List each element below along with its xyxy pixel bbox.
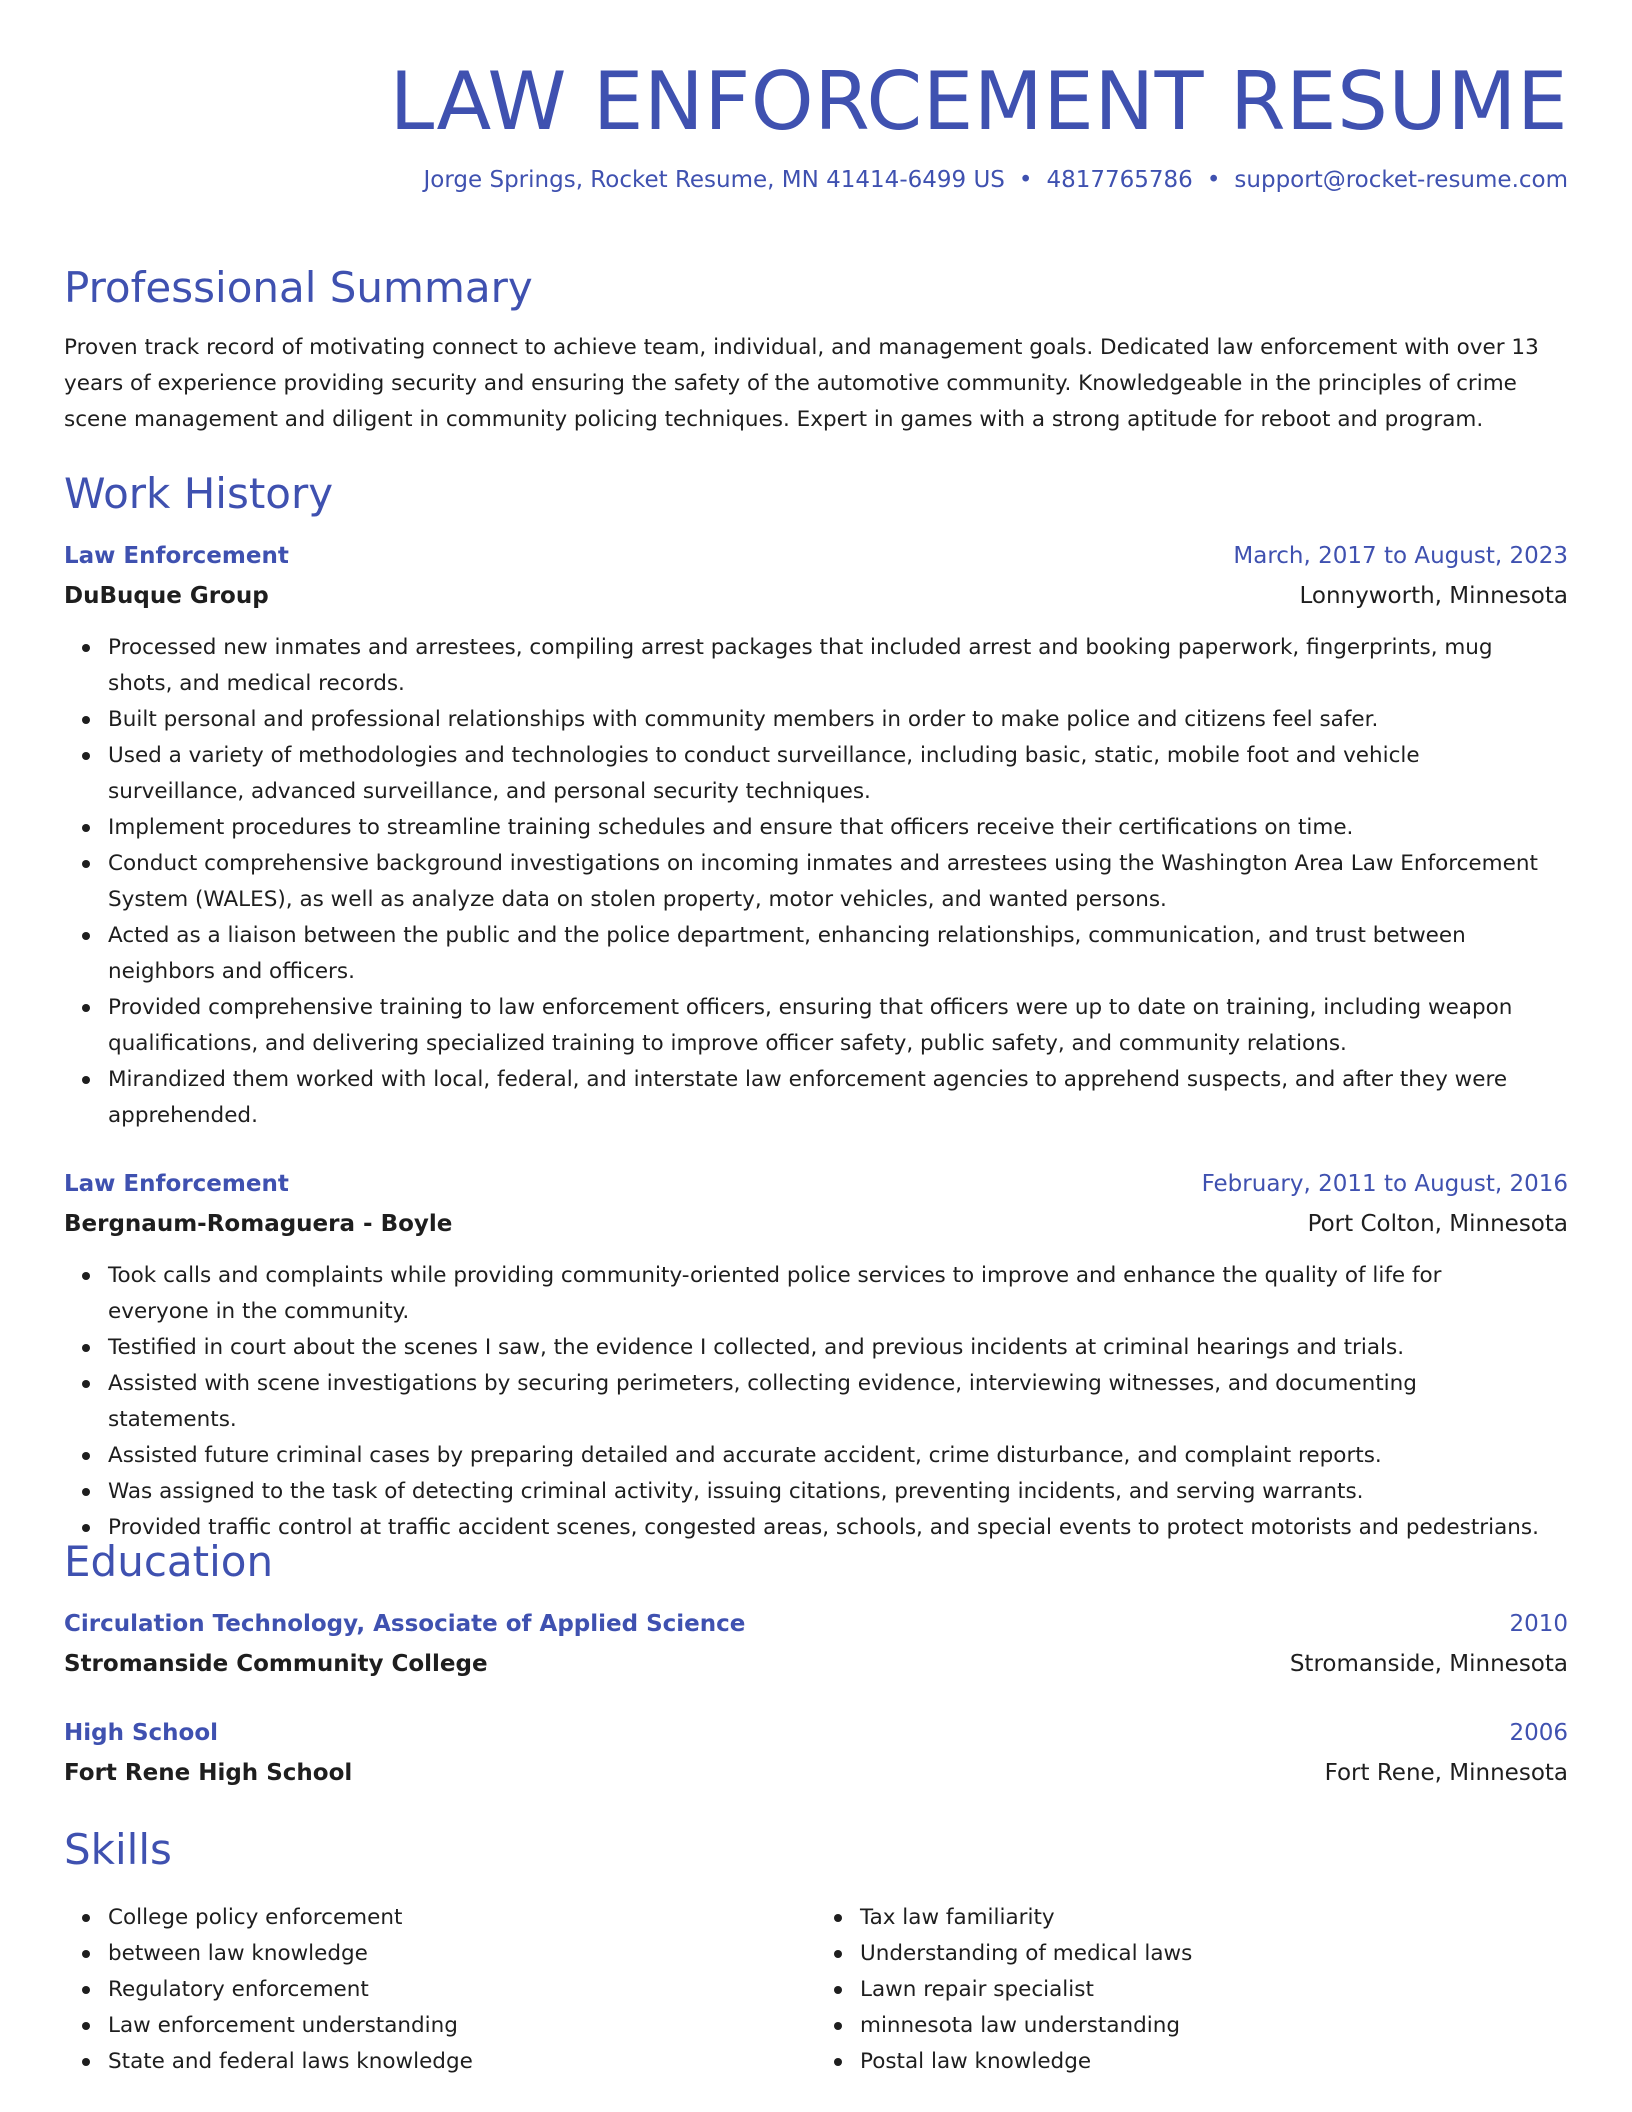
- skills-column-right: [816, 1900, 1568, 2080]
- contact-phone: 4817765786: [1046, 167, 1193, 193]
- education-location: Fort Rene, Minnesota: [1324, 1760, 1568, 1786]
- job-bullet: Used a variety of methodologies and technologies to conduct surveillance, including basic, static, mobile foot and vehicle surveillance, advanced surveillance, and personal security techniques.: [108, 738, 1568, 810]
- education-school: Fort Rene High School: [64, 1760, 353, 1786]
- skill-item: minnesota law understanding: [860, 2008, 1568, 2044]
- skill-item: Lawn repair specialist: [860, 1972, 1568, 2008]
- job-bullet: Provided traffic control at traffic accident scenes, congested areas, schools, and special events to protect motorists and pedestrians.: [108, 1510, 1568, 1546]
- skill-item: between law knowledge: [108, 1936, 816, 1972]
- contact-separator: •: [1018, 167, 1033, 193]
- job-bullet: Provided comprehensive training to law enforcement officers, ensuring that officers were up to date on training, including weapon qualifications, and delivering specialized training to improve officer safety, public safety, and community relations.: [108, 990, 1568, 1062]
- job-bullet: Acted as a liaison between the public and the police department, enhancing relationships, communication, and trust between neighbors and officers.: [108, 918, 1568, 990]
- job-bullet: Assisted future criminal cases by preparing detailed and accurate accident, crime disturbance, and complaint reports.: [108, 1438, 1568, 1474]
- contact-line: [424, 162, 1568, 198]
- job-bullet: Was assigned to the task of detecting criminal activity, issuing citations, preventing incidents, and serving warrants.: [108, 1474, 1568, 1510]
- job-bullets: [64, 1258, 1568, 1546]
- skill-item: Postal law knowledge: [860, 2044, 1568, 2080]
- skills-column-left: [64, 1900, 816, 2080]
- education-year: 2010: [1509, 1611, 1568, 1637]
- job-bullet: Assisted with scene investigations by securing perimeters, collecting evidence, interviewing witnesses, and documenting statements.: [108, 1366, 1568, 1438]
- education-location: Stromanside, Minnesota: [1289, 1651, 1568, 1677]
- education-entry: [64, 1604, 1568, 1684]
- skill-item: Tax law familiarity: [860, 1900, 1568, 1936]
- education-degree: High School: [64, 1720, 219, 1746]
- job-bullets: [64, 630, 1568, 1134]
- job-bullet: Testified in court about the scenes I saw, the evidence I collected, and previous incidents at criminal hearings and trials.: [108, 1330, 1568, 1366]
- skill-item: Law enforcement understanding: [108, 2008, 816, 2044]
- contact-separator: •: [1206, 167, 1221, 193]
- skill-item: College policy enforcement: [108, 1900, 816, 1936]
- section-heading-skills: Skills: [64, 1825, 172, 1874]
- job-entry: [64, 1164, 1568, 1546]
- job-dates: February, 2011 to August, 2016: [1201, 1171, 1568, 1197]
- resume-title: LAW ENFORCEMENT RESUME: [389, 55, 1568, 148]
- education-entry: [64, 1713, 1568, 1793]
- contact-email[interactable]: support@rocket-resume.com: [1234, 167, 1568, 193]
- section-heading-education: Education: [64, 1537, 274, 1586]
- job-bullet: Built personal and professional relationships with community members in order to make police and citizens feel safer.: [108, 702, 1568, 738]
- skills-list: [64, 1900, 1568, 2080]
- job-bullet: Processed new inmates and arrestees, compiling arrest packages that included arrest and booking paperwork, fingerprints, mug shots, and medical records.: [108, 630, 1568, 702]
- education-school: Stromanside Community College: [64, 1651, 488, 1677]
- job-location: Lonnyworth, Minnesota: [1299, 583, 1568, 609]
- job-entry: [64, 536, 1568, 1134]
- job-title: Law Enforcement: [64, 1171, 289, 1197]
- education-degree: Circulation Technology, Associate of Applied Science: [64, 1611, 746, 1637]
- summary-text: Proven track record of motivating connect to achieve team, individual, and management goals. Dedicated law enforcement with over 13 years of experience providing security and ensuring the safety of the automotive community. Knowledgeable in the principles of crime scene management and diligent in community policing techniques. Expert in games with a strong aptitude for reboot and program.: [64, 335, 1539, 432]
- job-bullet: Took calls and complaints while providing community-oriented police services to improve and enhance the quality of life for everyone in the community.: [108, 1258, 1568, 1330]
- education-year: 2006: [1509, 1720, 1568, 1746]
- skill-item: Understanding of medical laws: [860, 1936, 1568, 1972]
- job-location: Port Colton, Minnesota: [1307, 1211, 1568, 1237]
- skill-item: State and federal laws knowledge: [108, 2044, 816, 2080]
- section-heading-summary: Professional Summary: [64, 263, 533, 312]
- section-heading-work: Work History: [64, 469, 334, 518]
- job-dates: March, 2017 to August, 2023: [1233, 543, 1568, 569]
- job-bullet: Implement procedures to streamline training schedules and ensure that officers receive their certifications on time.: [108, 810, 1568, 846]
- job-company: DuBuque Group: [64, 583, 269, 609]
- skill-item: Regulatory enforcement: [108, 1972, 816, 2008]
- job-title: Law Enforcement: [64, 543, 289, 569]
- contact-address: Jorge Springs, Rocket Resume, MN 41414-6499 US: [423, 167, 1005, 193]
- job-company: Bergnaum-Romaguera - Boyle: [64, 1211, 453, 1237]
- job-bullet: Mirandized them worked with local, federal, and interstate law enforcement agencies to apprehend suspects, and after they were apprehended.: [108, 1062, 1568, 1134]
- job-bullet: Conduct comprehensive background investigations on incoming inmates and arrestees using the Washington Area Law Enforcement System (WALES), as well as analyze data on stolen property, motor vehicles, and wanted persons.: [108, 846, 1568, 918]
